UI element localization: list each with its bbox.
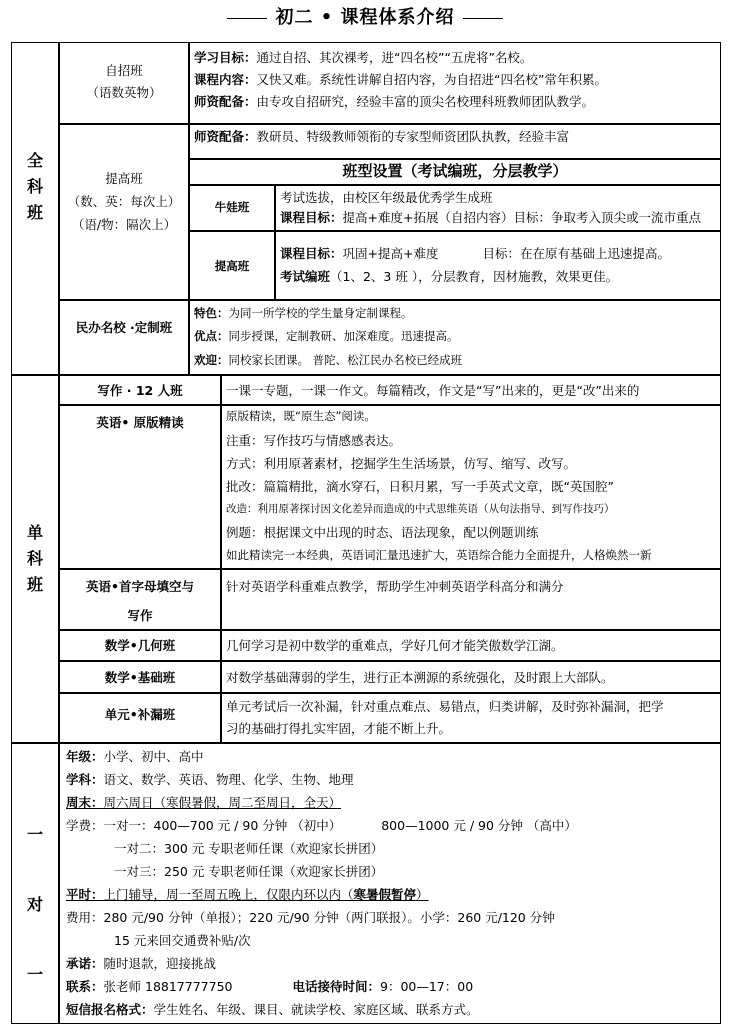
yiduiyi-side-label: 一 对 一 xyxy=(26,825,43,984)
yuanban-line: 例题：根据课文中出现的时态、语法现象，配以例题训练 xyxy=(226,525,539,540)
yiduiyi-weekend: 周末：周六周日（寒假暑假，周二至周日，全天） xyxy=(66,795,342,810)
yuanban-line: 如此精读完一本经典，英语词汇量迅速扩大，英语综合能力全面提升，人格焕然一新 xyxy=(226,548,652,562)
zizhao-line-content: 课程内容：又快又难。系统性讲解自招内容，为自招进“四名校”常年积累。 xyxy=(194,72,607,87)
zizhao-name: 自招班 xyxy=(105,63,143,78)
zizhao-line-goal: 学习目标：通过自招、其次裸考，进“四名校”“五虎将”名校。 xyxy=(194,50,533,65)
tigao-sub2: （语/物：隔次上） xyxy=(71,217,177,232)
yiduiyi-cost-2: 15 元来回交通费补贴/次 xyxy=(114,933,251,948)
shouzimu-text: 针对英语学科重难点教学，帮助学生冲刺英语学科高分和满分 xyxy=(226,579,564,594)
jichu-name: 数学•基础班 xyxy=(104,670,176,685)
minban-line-advantage: 优点：同步授课，定制教研、加深难度。迅速提高。 xyxy=(194,329,459,343)
tigao-teachers: 师资配备：教研员、特级教师领衔的专家型师资团队执教，经验丰富 xyxy=(194,129,570,144)
tigao-setting-heading: 班型设置（考试编班，分层教学） xyxy=(342,162,568,180)
yuanban-name: 英语• 原版精读 xyxy=(96,415,184,430)
niuwa-line1: 考试选拔，由校区年级最优秀学生成班 xyxy=(280,190,493,205)
yiduiyi-promise: 承诺：随时退款，迎接挑战 xyxy=(66,956,217,971)
yiduiyi-cost-1: 费用：280 元/90 分钟（单报）；220 元/90 分钟（两门联报）。小学：260 元/120 分钟 xyxy=(66,910,555,925)
danke-side-label: 单 科 班 xyxy=(26,523,43,594)
danyuan-name: 单元•补漏班 xyxy=(104,707,176,722)
quanke-side-label: 全 科 班 xyxy=(26,151,43,222)
yuanban-line: 批改：篇篇精批，滴水穿石，日积月累，写一手英式文章，既“英国腔” xyxy=(226,479,614,494)
tigao-name-cell xyxy=(59,124,189,300)
tigao-sub-line1: 课程目标：巩固+提高+难度 目标：在在原有基础上迅速提高。 xyxy=(280,246,670,261)
title-dash-right xyxy=(463,18,503,19)
page-title xyxy=(0,4,730,32)
minban-line-welcome: 欢迎：同校家长团课。 普陀、松江民办名校已经成班 xyxy=(194,353,463,367)
shouzimu-name-2: 写作 xyxy=(127,608,153,623)
niuwa-name: 牛娃班 xyxy=(214,200,250,214)
zizhao-line-teachers: 师资配备：由专攻自招研究，经验丰富的顶尖名校理科班教师团队教学。 xyxy=(194,94,595,109)
tigao-name: 提高班 xyxy=(105,171,143,186)
yuanban-line: 方式：利用原著素材，挖掘学生生活场景，仿写、缩写、改写。 xyxy=(226,456,577,471)
tigao-sub1: （数、英：每次上） xyxy=(67,194,181,209)
yiduiyi-fee-3: 一对三：250 元 专职老师任课（欢迎家长拼团） xyxy=(114,864,384,879)
yiduiyi-contact: 联系：张老师 18817777750 电话接待时间：9：00—17：00 xyxy=(66,979,474,994)
jihe-text: 几何学习是初中数学的重难点，学好几何才能笑傲数学江湖。 xyxy=(226,638,564,653)
jichu-text: 对数学基础薄弱的学生，进行正本溯源的系统强化，及时跟上大部队。 xyxy=(226,670,614,685)
yuanban-line: 原版精读，既“原生态”阅读。 xyxy=(226,409,376,423)
tigao-sub-line2: 考试编班（1、2、3 班 ），分层教育，因材施教，效果更佳。 xyxy=(280,269,619,284)
tigao-sub-name: 提高班 xyxy=(214,259,250,273)
danyuan-line2: 习的基础打得扎实牢固，才能不断上升。 xyxy=(226,721,452,736)
niuwa-line2: 课程目标：提高+难度+拓展（自招内容）目标：争取考入顶尖或一流市重点 xyxy=(280,210,701,225)
minban-line-feature: 特色：为同一所学校的学生量身定制课程。 xyxy=(194,306,413,320)
xiezuo-text: 一课一专题，一课一作文。每篇精改，作文是“写”出来的，更是“改”出来的 xyxy=(226,383,640,398)
jihe-name: 数学•几何班 xyxy=(104,638,176,653)
page-title-text: 初二 • 课程体系介绍 xyxy=(275,7,455,28)
yiduiyi-sms: 短信报名格式：学生姓名、年级、课目、就读学校、家庭区域、联系方式。 xyxy=(66,1002,479,1017)
danyuan-line1: 单元考试后一次补漏，针对重点难点、易错点，归类讲解，及时弥补漏洞，把学 xyxy=(226,699,664,714)
title-dash-left xyxy=(227,18,267,19)
minban-name: 民办名校 ·定制班 xyxy=(75,320,173,335)
shouzimu-name-1: 英语•首字母填空与 xyxy=(86,579,194,594)
yiduiyi-grade: 年级：小学、初中、高中 xyxy=(66,749,204,764)
yiduiyi-weekday: 平时：上门辅导，周一至周五晚上，仅限内环以内（寒暑假暂停） xyxy=(66,887,429,902)
xiezuo-name: 写作 · 12 人班 xyxy=(97,383,183,398)
yiduiyi-fee-2: 一对二：300 元 专职老师任课（欢迎家长拼团） xyxy=(114,841,384,856)
yiduiyi-fee-1: 学费：一对一：400—700 元 / 90 分钟 （初中） 800—1000 元 / 90 分钟 （高中） xyxy=(66,818,577,833)
zizhao-sub: （语数英物） xyxy=(86,85,162,100)
yiduiyi-subjects: 学科：语文、数学、英语、物理、化学、生物、地理 xyxy=(66,772,354,787)
yuanban-line: 注重：写作技巧与情感感表达。 xyxy=(226,433,402,448)
yuanban-line: 改造：利用原著探讨因文化差异而造成的中式思维英语（从句法指导、到写作技巧） xyxy=(226,503,615,515)
